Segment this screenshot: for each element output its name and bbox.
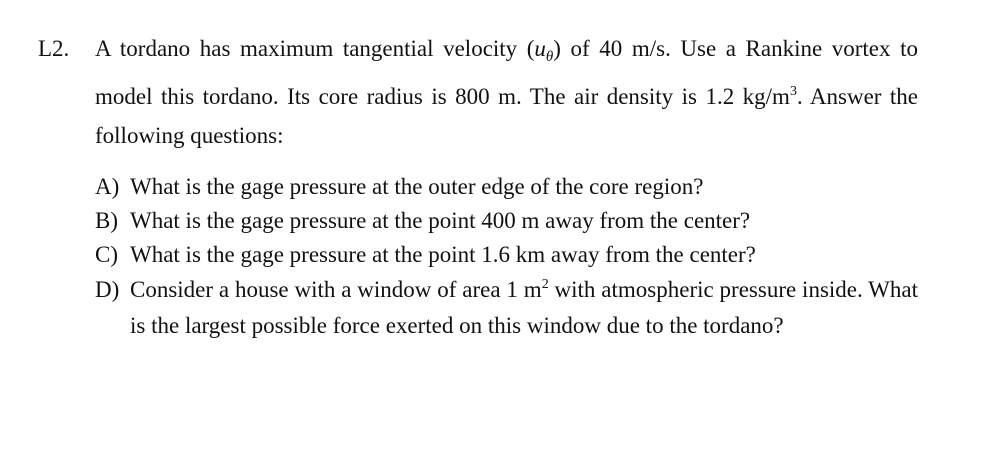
statement-text-part-3: . Answer the following questions: bbox=[95, 84, 919, 148]
question-d-text-part-1: Consider a house with a window of area 1 m bbox=[130, 277, 542, 302]
question-b bbox=[95, 204, 918, 238]
question-c-text: What is the gage pressure at the point 1.6 km away from the center? bbox=[130, 242, 756, 267]
question-c bbox=[95, 238, 918, 272]
problem-number: L2. bbox=[38, 36, 70, 61]
question-list bbox=[38, 170, 918, 344]
problem-block bbox=[38, 29, 918, 344]
question-d-label: D) bbox=[95, 277, 120, 302]
question-a bbox=[95, 170, 918, 204]
statement-text-part-1: A tordano has maximum tangential velocity ( bbox=[95, 36, 535, 61]
area-exponent: 2 bbox=[541, 277, 549, 292]
velocity-symbol: u bbox=[534, 36, 546, 61]
question-d-text-part-2: with atmospheric pressure inside. What is the largest possible force exerted on this window due to the tordano? bbox=[130, 277, 918, 338]
question-d bbox=[95, 272, 918, 344]
question-b-label: B) bbox=[95, 208, 118, 233]
question-b-text: What is the gage pressure at the point 400 m away from the center? bbox=[130, 208, 751, 233]
statement-text-part-2: ) of 40 m/s. Use a Rankine vortex to model this tordano. Its core radius is 800 m. The air density is 1.2 kg/m bbox=[95, 36, 918, 109]
question-a-label: A) bbox=[95, 174, 120, 199]
density-exponent: 3 bbox=[789, 84, 797, 99]
question-a-text: What is the gage pressure at the outer edge of the core region? bbox=[130, 174, 704, 199]
velocity-subscript: θ bbox=[545, 49, 554, 65]
problem-statement bbox=[38, 29, 918, 155]
question-c-label: C) bbox=[95, 242, 118, 267]
